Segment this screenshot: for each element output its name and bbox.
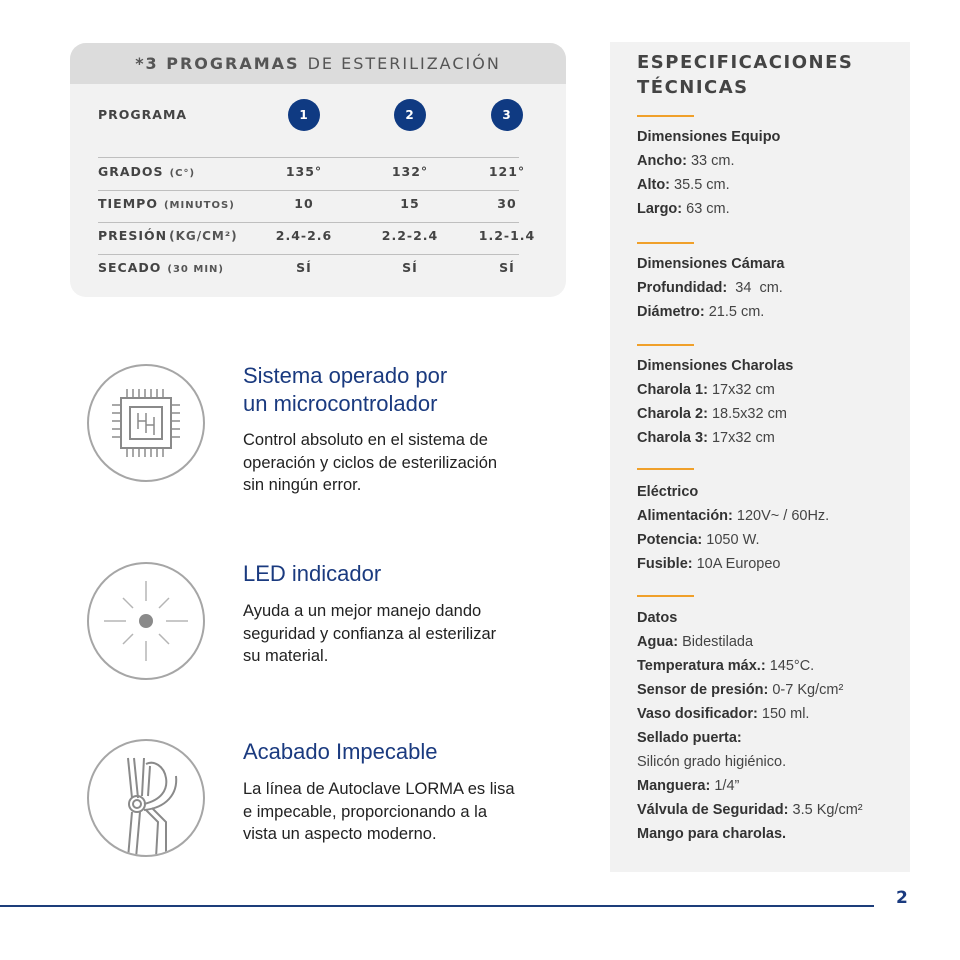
programs-table [70,43,566,297]
spec-item: Diámetro: 21.5 cm. [637,304,765,320]
spec-item: Temperatura máx.: 145°C. [637,658,815,674]
spec-heading: Dimensiones Equipo [637,129,781,145]
feature-title-microcontroller [243,362,447,418]
row-unit: (MINUTOS) [163,200,235,211]
spec-item: Sellado puerta: [637,730,742,746]
led-indicator-icon [86,561,206,681]
program-2-badge: 2 [394,99,426,131]
feature-text-line: seguridad y confianza al esterilizar [243,624,497,643]
program-1-badge: 1 [288,99,320,131]
spec-heading: Dimensiones Charolas [637,358,794,374]
feature-title-led [243,560,381,588]
spec-item: Charola 1: 17x32 cm [637,382,775,398]
feature-text-line: su material. [243,647,329,665]
feature-title-line: LED indicador [243,561,382,586]
spec-item: Charola 3: 17x32 cm [637,430,775,446]
spec-item: Ancho: 33 cm. [637,153,735,169]
spec-group-electrical [637,480,902,576]
finish-icon [86,738,206,858]
table-cell: SÍ [499,260,515,275]
spec-item: Sensor de presión: 0-7 Kg/cm² [637,682,844,698]
row-unit: (KG/CM²) [169,229,238,243]
row-unit: (C°) [169,168,196,179]
spec-group-data [637,606,902,846]
row-label: SECADO [98,260,162,275]
table-cell: 121° [488,164,526,179]
orange-divider [637,115,694,117]
programs-header-rest: DE ESTERILIZACIÓN [307,54,501,73]
spec-item: Alimentación: 120V~ / 60Hz. [637,508,830,524]
spec-item: Potencia: 1050 W. [637,532,760,548]
spec-heading: Datos [637,610,678,626]
row-unit: (30 MIN) [167,264,224,275]
spec-item: Mango para charolas. [637,826,787,842]
row-label: PRESIÓN [98,228,168,243]
spec-heading: Eléctrico [637,484,699,500]
spec-item: Silicón grado higiénico. [637,754,787,770]
feature-text-line: vista un aspecto moderno. [243,825,437,843]
spec-item: Válvula de Seguridad: 3.5 Kg/cm² [637,802,863,818]
spec-item: Vaso dosificador: 150 ml. [637,706,810,722]
orange-divider [637,595,694,597]
feature-text-microcontroller [243,429,553,497]
feature-text-line: Control absoluto en el sistema de [243,431,488,449]
feature-text-line: Ayuda a un mejor manejo dando [243,602,482,620]
table-cell: 2.2-2.4 [381,228,439,243]
spec-item: Manguera: 1/4” [637,778,740,794]
programs-header-bold: *3 PROGRAMAS [135,54,300,73]
spec-item: Profundidad: 34 cm. [637,280,783,296]
table-cell: 2.4-2.6 [275,228,333,243]
feature-text-line: operación y ciclos de esterilización [243,453,498,472]
feature-text-led [243,600,553,668]
spec-item: Agua: Bidestilada [637,634,754,650]
row-label: TIEMPO [98,196,158,211]
feature-text-line: e impecable, proporcionando a la [243,802,487,821]
programs-header [70,43,566,84]
microcontroller-icon [86,363,206,483]
feature-title-line: un microcontrolador [243,391,438,416]
specifications-panel [610,42,910,872]
feature-text-line: La línea de Autoclave LORMA es lisa [243,780,515,798]
table-divider [98,190,519,191]
orange-divider [637,344,694,346]
table-cell: 15 [400,196,420,211]
feature-text-finish [243,778,553,846]
specs-title [637,50,853,100]
specs-title-line: ESPECIFICACIONES [637,52,854,73]
row-label: GRADOS [98,164,164,179]
spec-item: Largo: 63 cm. [637,201,730,217]
spec-group-chamber [637,252,902,324]
table-cell: 10 [294,196,314,211]
specs-title-line: TÉCNICAS [637,77,749,98]
orange-divider [637,242,694,244]
program-label: PROGRAMA [98,107,188,122]
table-cell: 135° [285,164,323,179]
spec-group-equipment [637,125,902,221]
table-cell: SÍ [296,260,312,275]
spec-item: Fusible: 10A Europeo [637,556,781,572]
page-number: 2 [896,888,908,908]
table-divider [98,254,519,255]
spec-heading: Dimensiones Cámara [637,256,785,272]
feature-text-line: sin ningún error. [243,476,362,494]
spec-item: Alto: 35.5 cm. [637,177,730,193]
program-3-badge: 3 [491,99,523,131]
table-cell: 132° [391,164,429,179]
feature-title-line: Sistema operado por [243,363,448,388]
spec-item: Charola 2: 18.5x32 cm [637,406,787,422]
table-cell: SÍ [402,260,418,275]
table-cell: 1.2-1.4 [478,228,536,243]
feature-title-finish [243,738,437,766]
feature-title-line: Acabado Impecable [243,739,438,764]
table-cell: 30 [497,196,517,211]
spec-group-trays [637,354,902,450]
table-divider [98,222,519,223]
table-divider [98,157,519,158]
footer-rule [0,905,874,907]
orange-divider [637,468,694,470]
